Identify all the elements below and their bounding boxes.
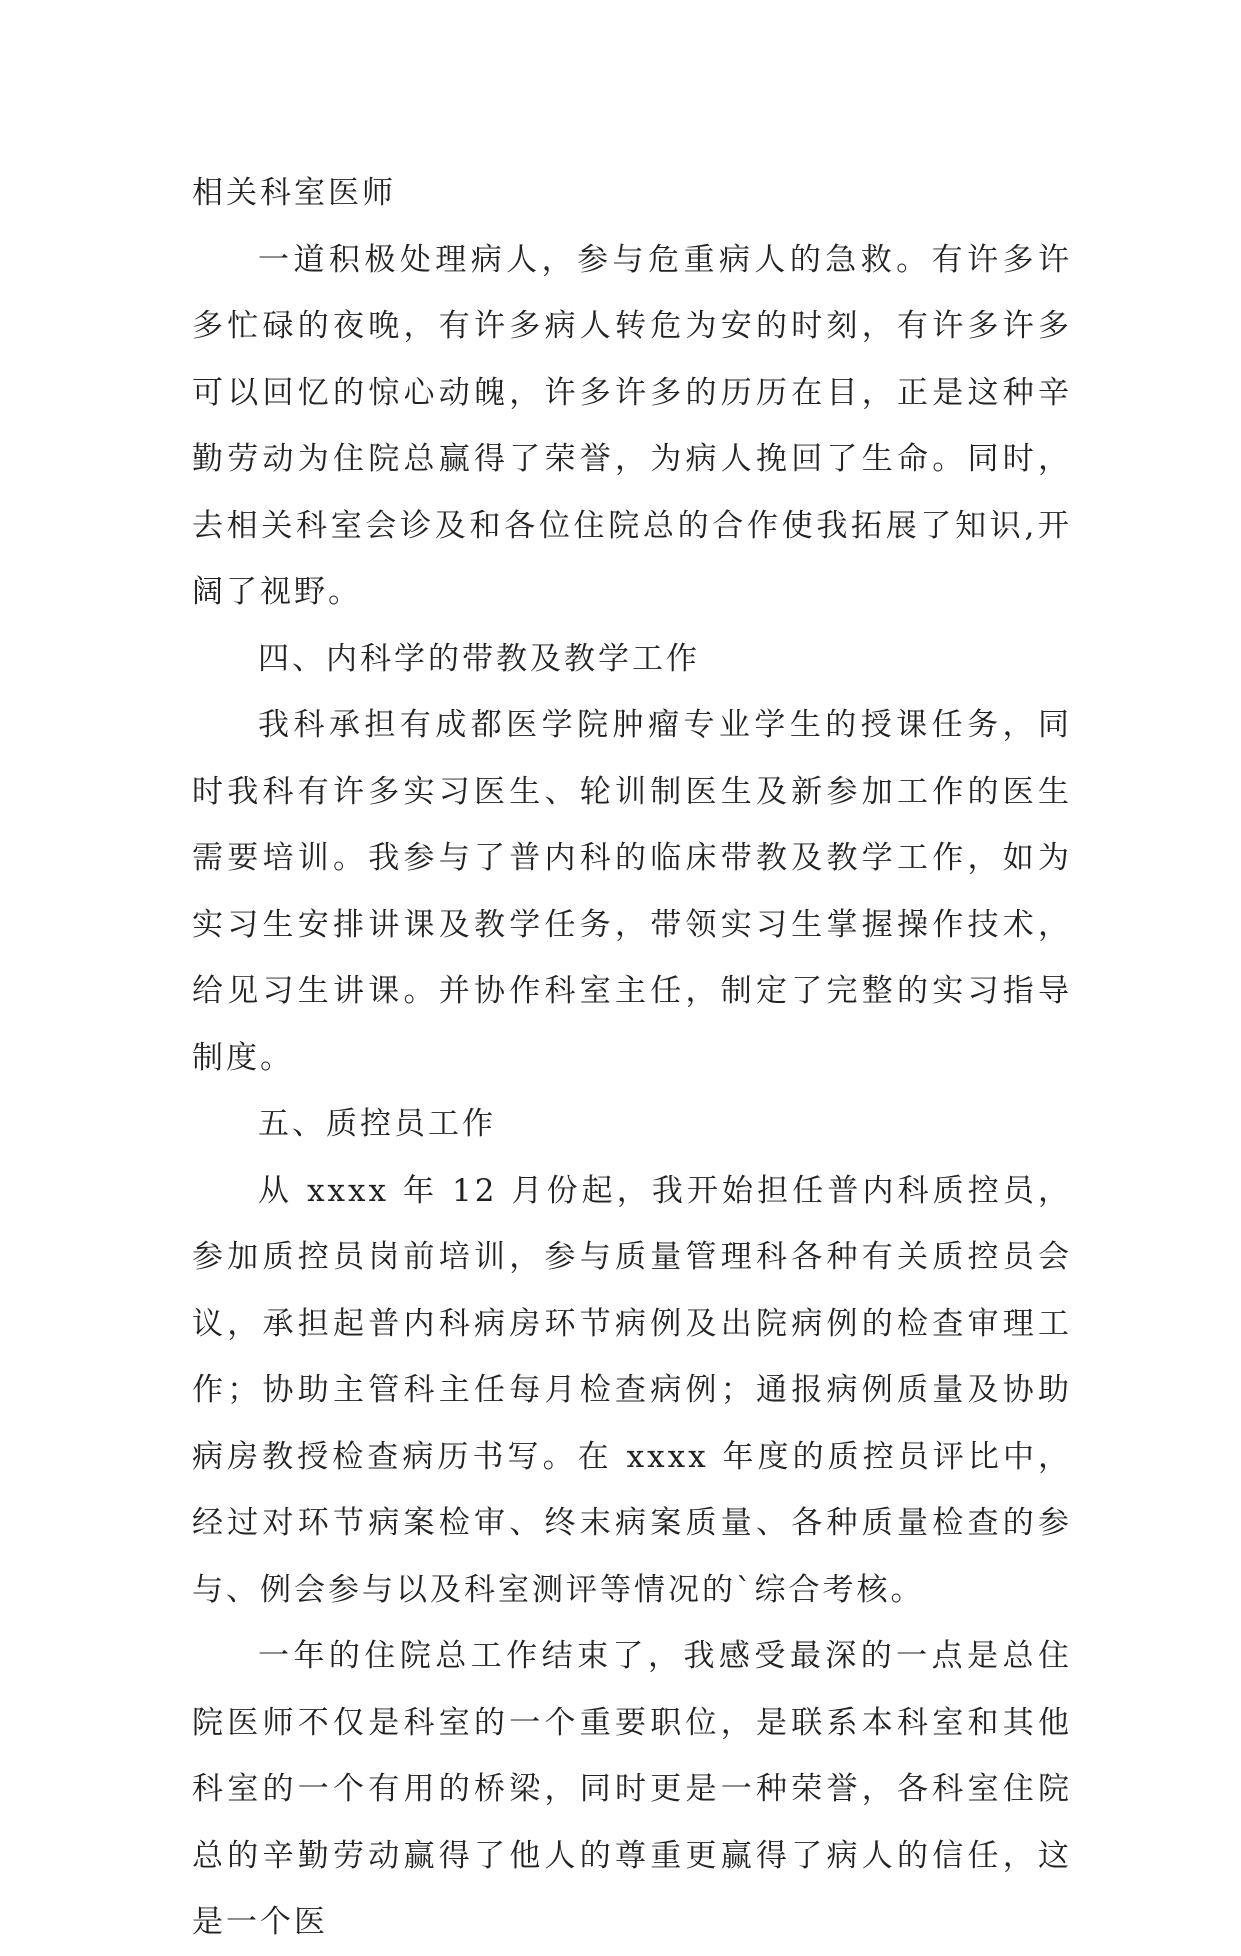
paragraph-summary: 一年的住院总工作结束了，我感受最深的一点是总住院医师不仅是科室的一个重要职位，是联系本科室和其他科室的一个有用的桥梁，同时更是一种荣誉，各科室住院总的辛勤劳动赢得了他人的尊重更赢得了病人的信任，这是一个医 bbox=[192, 1638, 1072, 1940]
paragraph-quality-control: 从 xxxx 年 12 月份起，我开始担任普内科质控员，参加质控员岗前培训，参与质量管理科各种有关质控员会议，承担起普内科病房环节病例及出院病例的检查审理工作；协助主管科主任每月检查病例；通报病例质量及协助病房教授检查病历书写。在 xxxx 年度的质控员评比中，经过对环节病案检审、终末病案质量、各种质量检查的参与、例会参与以及科室测评等情况的`综合考核。 bbox=[192, 1172, 1072, 1608]
section-heading-teaching: 四、内科学的带教及教学工作 bbox=[258, 640, 700, 677]
paragraph-emergency-work: 一道积极处理病人，参与危重病人的急救。有许多许多忙碌的夜晚，有许多病人转危为安的时刻，有许多许多可以回忆的惊心动魄，许多许多的历历在目，正是这种辛勤劳动为住院总赢得了荣誉，为病人挽回了生命。同时，去相关科室会诊及和各位住院总的合作使我拓展了知识,开阔了视野。 bbox=[192, 241, 1072, 610]
section-heading-quality-control: 五、质控员工作 bbox=[258, 1106, 496, 1142]
paragraph-teaching-work: 我科承担有成都医学院肿瘤专业学生的授课任务，同时我科有许多实习医生、轮训制医生及新参加工作的医生需要培训。我参与了普内科的临床带教及教学工作，如为实习生安排讲课及教学任务，带领实习生掌握操作技术，给见习生讲课。并协作科室主任，制定了完整的实习指导制度。 bbox=[192, 707, 1072, 1076]
paragraph-continuation: 相关科室医师 bbox=[192, 175, 396, 211]
document-body bbox=[192, 160, 1072, 1956]
